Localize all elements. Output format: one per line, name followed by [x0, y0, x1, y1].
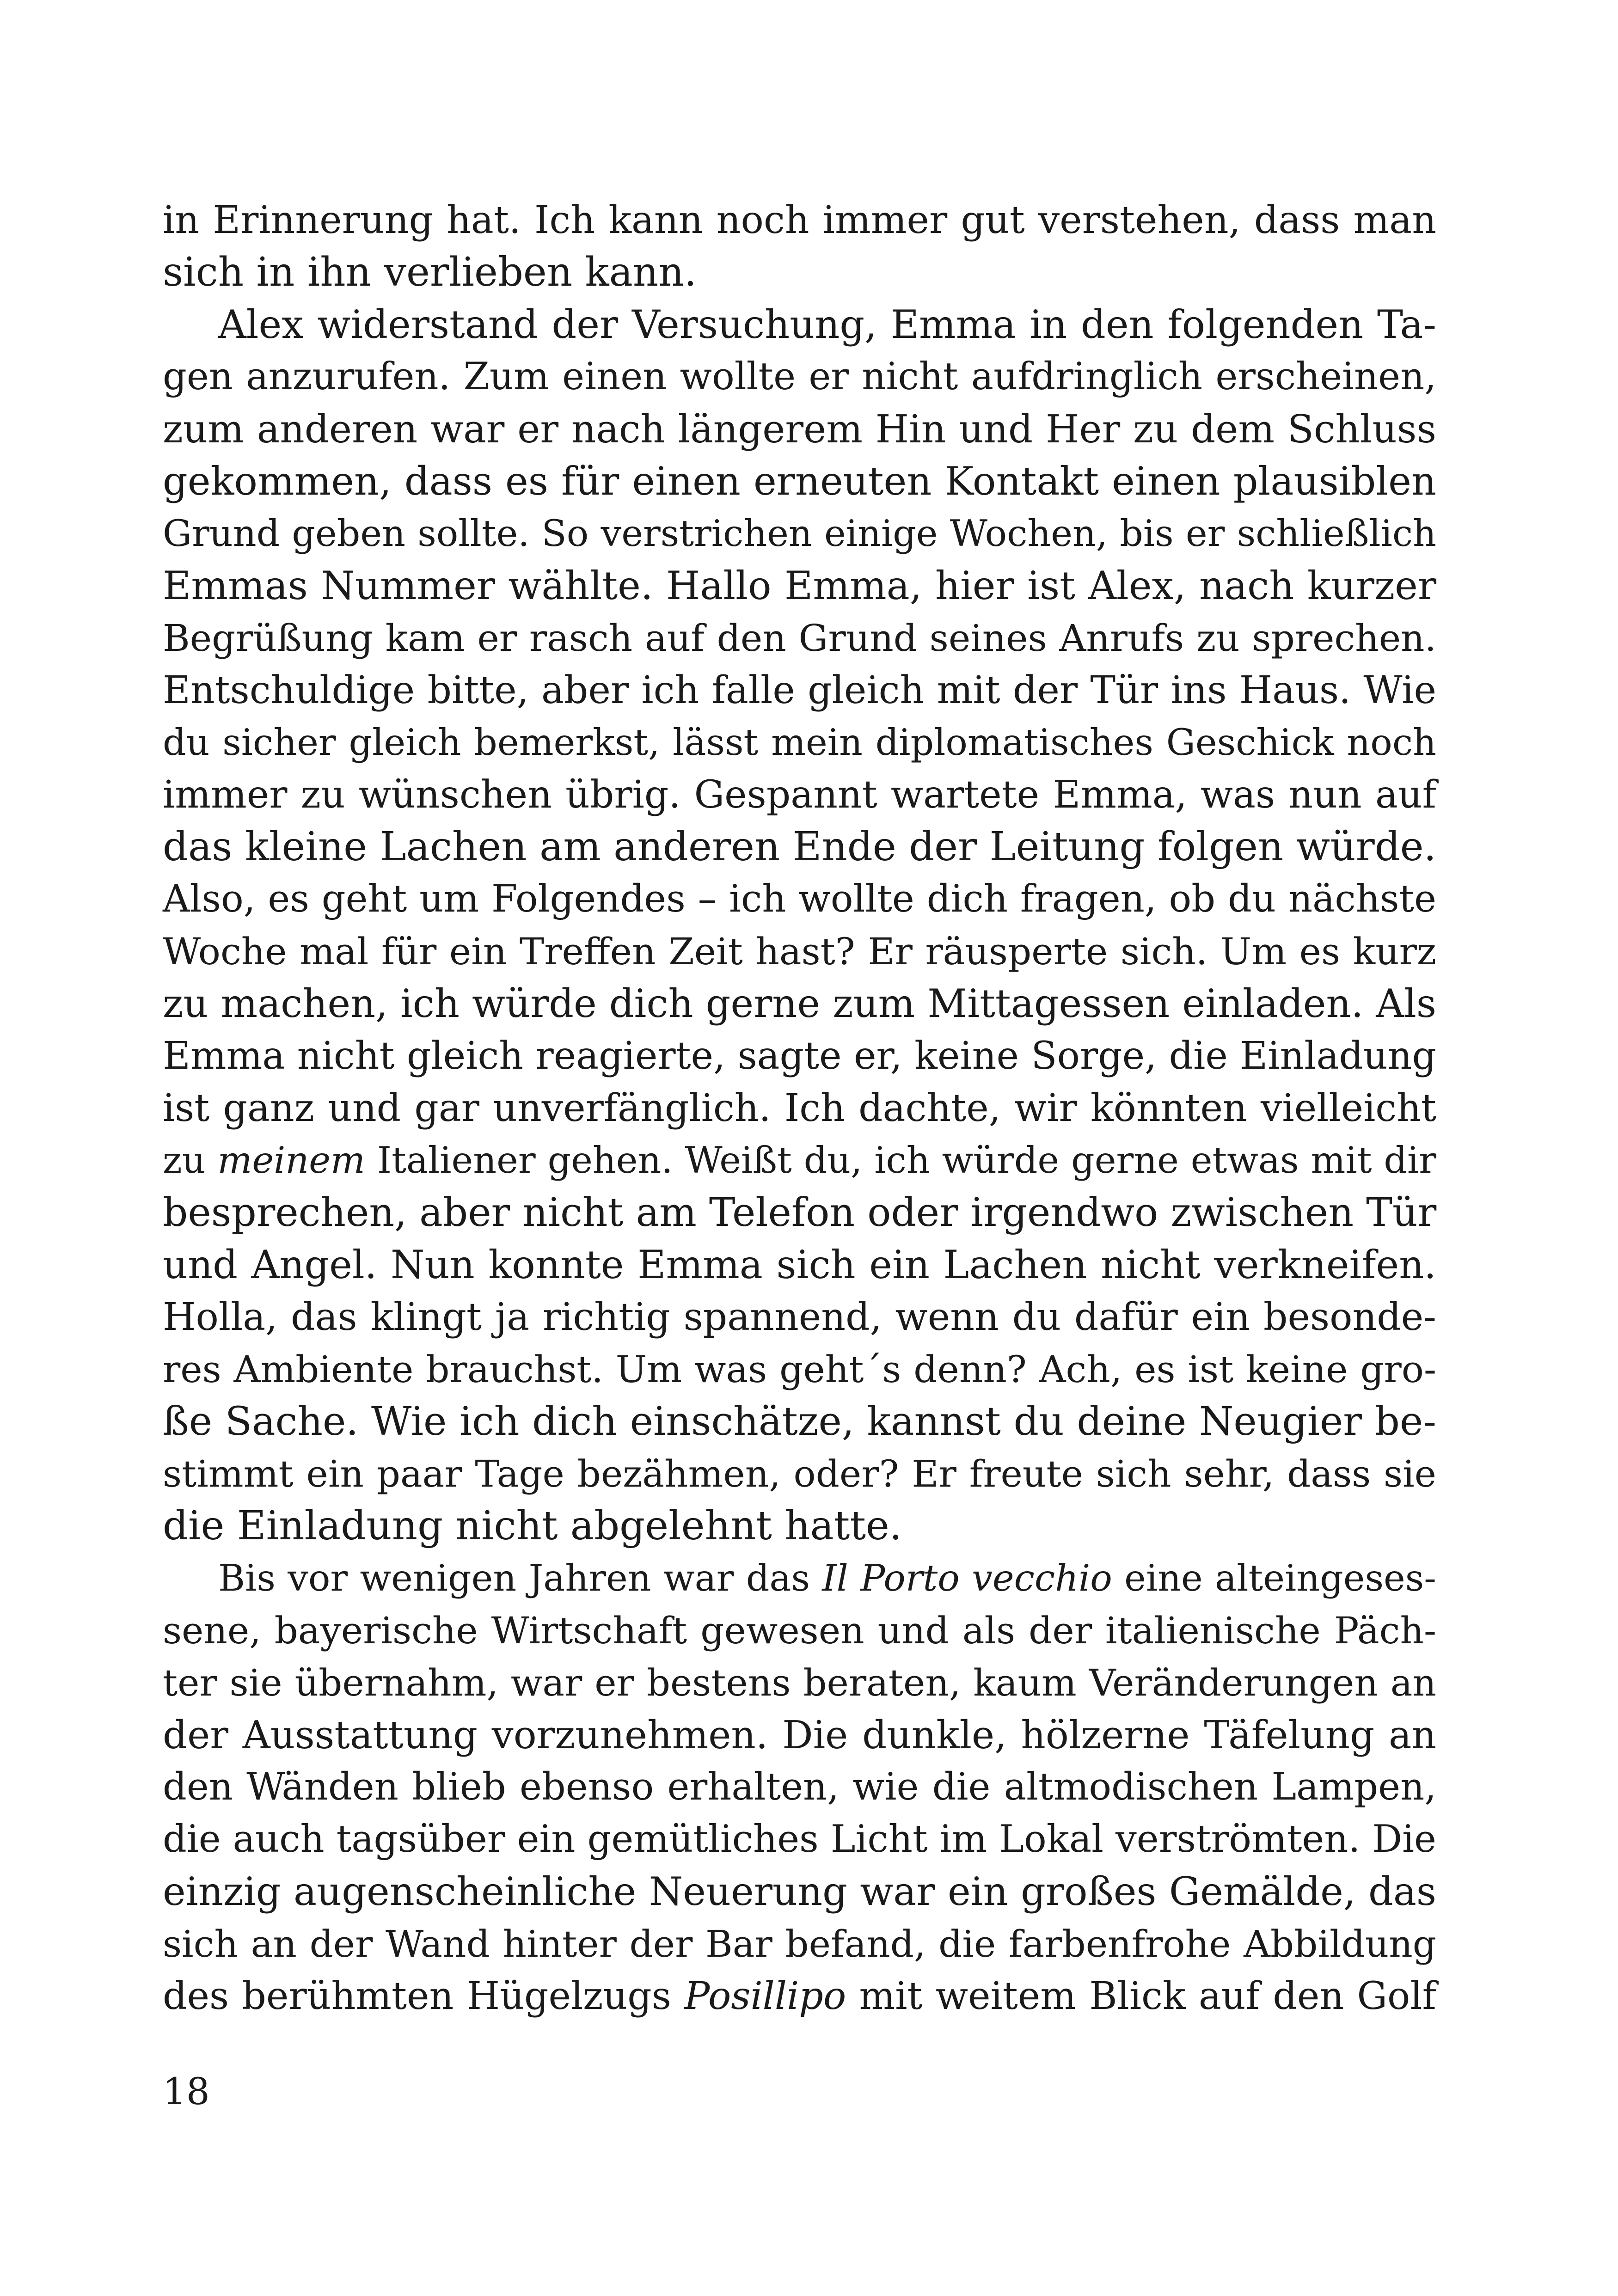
- text-segment: Also, es geht um Folgendes – ich wollte dich fragen, ob du nächste: [163, 877, 1436, 921]
- text-segment: ße Sache. Wie ich dich einschätze, kannst du deine Neugier be-: [163, 1399, 1436, 1445]
- text-line: [163, 1657, 1436, 1709]
- text-line: [163, 873, 1436, 925]
- text-segment: sich an der Wand hinter der Bar befand, die farbenfrohe Abbildung: [163, 1923, 1436, 1965]
- text-segment: Bis vor wenigen Jahren war das: [218, 1557, 822, 1599]
- text-line: [163, 1239, 1436, 1291]
- text-line: [163, 1030, 1436, 1082]
- text-line: [163, 1343, 1436, 1396]
- text-line: [163, 560, 1436, 612]
- text-segment: einzig augenscheinliche Neuerung war ein großes Gemälde, das: [163, 1869, 1436, 1914]
- text-segment: zu machen, ich würde dich gerne zum Mittagessen einladen. Als: [163, 981, 1436, 1026]
- text-segment: mit weitem Blick auf den Golf: [846, 1974, 1436, 2018]
- text-segment: sene, bayerische Wirtschaft gewesen und als der italienische Päch-: [163, 1609, 1436, 1652]
- text-segment: Begrüßung kam er rasch auf den Grund seines Anrufs zu sprechen.: [163, 617, 1436, 660]
- text-line: [163, 246, 1436, 299]
- text-segment: den Wänden blieb ebenso erhalten, wie die altmodischen Lampen,: [163, 1765, 1436, 1809]
- text-segment: das kleine Lachen am anderen Ende der Leitung folgen würde.: [163, 824, 1436, 870]
- body-text: [163, 194, 1436, 2022]
- text-segment: Italiener gehen. Weißt du, ich würde gerne etwas mit dir: [365, 1139, 1436, 1182]
- text-segment: Woche mal für ein Treffen Zeit hast? Er räusperte sich. Um es kurz: [163, 930, 1436, 973]
- text-line: [163, 1448, 1436, 1500]
- text-segment: du sicher gleich bemerkst, lässt mein diplomatisches Geschick noch: [163, 721, 1436, 764]
- text-line: [163, 1082, 1436, 1134]
- text-segment: Holla, das klingt ja richtig spannend, wenn du dafür ein besonde-: [163, 1295, 1436, 1339]
- text-line: [163, 1134, 1436, 1187]
- text-segment: ist ganz und gar unverfänglich. Ich dachte, wir könnten vielleicht: [163, 1086, 1436, 1130]
- text-segment: die auch tagsüber ein gemütliches Licht im Lokal verströmten. Die: [163, 1818, 1436, 1861]
- text-segment: ter sie übernahm, war er bestens beraten, kaum Veränderungen an: [163, 1661, 1436, 1704]
- text-line: [163, 1918, 1436, 1970]
- italic-text: meinem: [217, 1139, 365, 1182]
- text-segment: Alex widerstand der Versuchung, Emma in den folgenden Ta-: [218, 302, 1436, 347]
- text-line: [163, 978, 1436, 1030]
- text-line: [163, 1291, 1436, 1343]
- text-segment: sich in ihn verlieben kann.: [163, 249, 697, 295]
- text-line: [163, 508, 1436, 560]
- text-segment: gekommen, dass es für einen erneuten Kontakt einen plausiblen: [163, 459, 1436, 504]
- text-segment: res Ambiente brauchst. Um was geht´s denn? Ach, es ist keine gro-: [163, 1348, 1436, 1391]
- text-segment: eine alteingeses-: [1112, 1557, 1437, 1599]
- text-line: [163, 403, 1436, 455]
- text-segment: in Erinnerung hat. Ich kann noch immer gut verstehen, dass man: [163, 198, 1436, 242]
- text-line: [163, 194, 1436, 246]
- text-line: [163, 1866, 1436, 1918]
- text-line: [163, 1813, 1436, 1866]
- text-line: [163, 351, 1436, 403]
- text-line: [163, 1187, 1436, 1239]
- text-line: [163, 1552, 1436, 1604]
- text-line: [163, 769, 1436, 821]
- text-segment: Emmas Nummer wählte. Hallo Emma, hier ist Alex, nach kurzer: [163, 563, 1436, 608]
- text-segment: gen anzurufen. Zum einen wollte er nicht aufdringlich erscheinen,: [163, 355, 1436, 398]
- text-segment: besprechen, aber nicht am Telefon oder irgendwo zwischen Tür: [163, 1190, 1437, 1236]
- text-line: [163, 612, 1436, 664]
- text-segment: der Ausstattung vorzunehmen. Die dunkle, hölzerne Täfelung an: [163, 1713, 1436, 1757]
- text-line: [163, 716, 1436, 769]
- text-segment: immer zu wünschen übrig. Gespannt wartete Emma, was nun auf: [163, 773, 1436, 817]
- text-segment: Emma nicht gleich reagierte, sagte er, keine Sorge, die Einladung: [163, 1034, 1436, 1078]
- text-line: [163, 1500, 1436, 1552]
- text-segment: zu: [163, 1139, 218, 1182]
- text-segment: und Angel. Nun konnte Emma sich ein Lachen nicht verkneifen.: [163, 1242, 1436, 1287]
- text-line: [163, 455, 1436, 508]
- text-line: [163, 1604, 1436, 1657]
- italic-text: Il Porto vecchio: [822, 1557, 1112, 1599]
- text-segment: zum anderen war er nach längerem Hin und Her zu dem Schluss: [163, 407, 1436, 452]
- text-line: [163, 925, 1436, 978]
- text-segment: Grund geben sollte. So verstrichen einige Wochen, bis er schließlich: [163, 512, 1436, 555]
- text-line: [163, 1709, 1436, 1761]
- text-line: [163, 821, 1436, 873]
- text-line: [163, 299, 1436, 351]
- text-line: [163, 1761, 1436, 1813]
- text-segment: Entschuldige bitte, aber ich falle gleich mit der Tür ins Haus. Wie: [163, 668, 1436, 712]
- text-segment: stimmt ein paar Tage bezähmen, oder? Er freute sich sehr, dass sie: [163, 1452, 1436, 1495]
- page-number: 18: [163, 2070, 210, 2113]
- text-segment: die Einladung nicht abgelehnt hatte.: [163, 1503, 902, 1549]
- text-segment: des berühmten Hügelzugs: [163, 1974, 685, 2018]
- text-line: [163, 1396, 1436, 1448]
- text-line: [163, 1970, 1436, 2022]
- italic-text: Posillipo: [684, 1974, 846, 2018]
- text-line: [163, 664, 1436, 716]
